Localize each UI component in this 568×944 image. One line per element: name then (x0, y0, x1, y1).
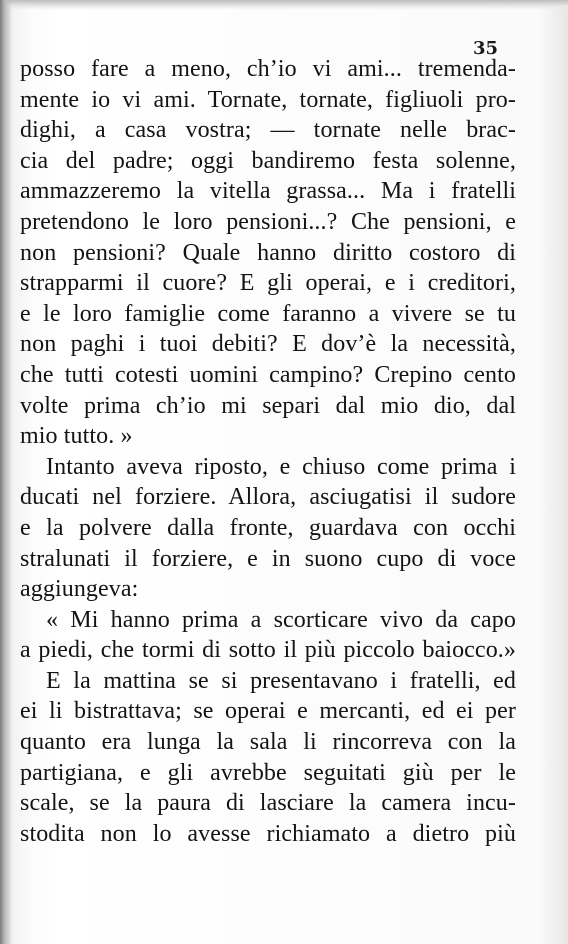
paragraph-first-line: E la mattina se si presentavano i fratelli, ed (46, 667, 516, 694)
text-line: ammazzeremo la vitella grassa... Ma i fratelli (20, 178, 516, 205)
page-binding-shadow (0, 0, 12, 944)
text-line: pretendono le loro pensioni...? Che pensioni, e (20, 208, 516, 235)
text-line: e le loro famiglie come faranno a vivere se tu (20, 300, 516, 327)
text-line: a piedi, che tormi di sotto il più piccolo baiocco.» (20, 637, 516, 664)
text-line: quanto era lunga la sala li rincorreva con la (20, 729, 516, 756)
text-line: scale, se la paura di lasciare la camera incu- (20, 790, 516, 817)
text-line: stodita non lo avesse richiamato a dietro più (20, 820, 516, 847)
page-number: 35 (472, 38, 498, 59)
text-line: dighi, a casa vostra; — tornate nelle brac- (20, 117, 516, 144)
text-line: non paghi i tuoi debiti? E dov’è la necessità, (20, 331, 516, 358)
text-line: ei li bistrattava; se operai e mercanti, ed ei per (20, 698, 516, 725)
text-line: non pensioni? Quale hanno diritto costoro di (20, 239, 516, 266)
text-line: mente io vi ami. Tornate, tornate, figliuoli pro- (20, 86, 516, 113)
text-line: che tutti cotesti uomini campino? Crepino cento (20, 361, 516, 388)
text-line: partigiana, e gli avrebbe seguitati giù per le (20, 759, 516, 786)
text-line: e la polvere dalla fronte, guardava con occhi (20, 514, 516, 541)
text-line: mio tutto. » (20, 423, 133, 450)
paragraph-first-line: « Mi hanno prima a scorticare vivo da capo (46, 606, 516, 633)
text-line: aggiungeva: (20, 576, 139, 603)
text-line: ducati nel forziere. Allora, asciugatisi il sudore (20, 484, 516, 511)
text-line: posso fare a meno, ch’io vi ami... tremenda- (20, 56, 516, 82)
text-line: stralunati il forziere, e in suono cupo di voce (20, 545, 516, 572)
text-line: cia del padre; oggi bandiremo festa solenne, (20, 147, 516, 174)
page-top-shadow (0, 0, 568, 10)
body-text (20, 54, 516, 849)
text-line: volte prima ch’io mi separi dal mio dio, dal (20, 392, 516, 419)
paragraph-first-line: Intanto aveva riposto, e chiuso come prima i (46, 453, 516, 480)
text-line: strapparmi il cuore? E gli operai, e i creditori, (20, 270, 516, 297)
